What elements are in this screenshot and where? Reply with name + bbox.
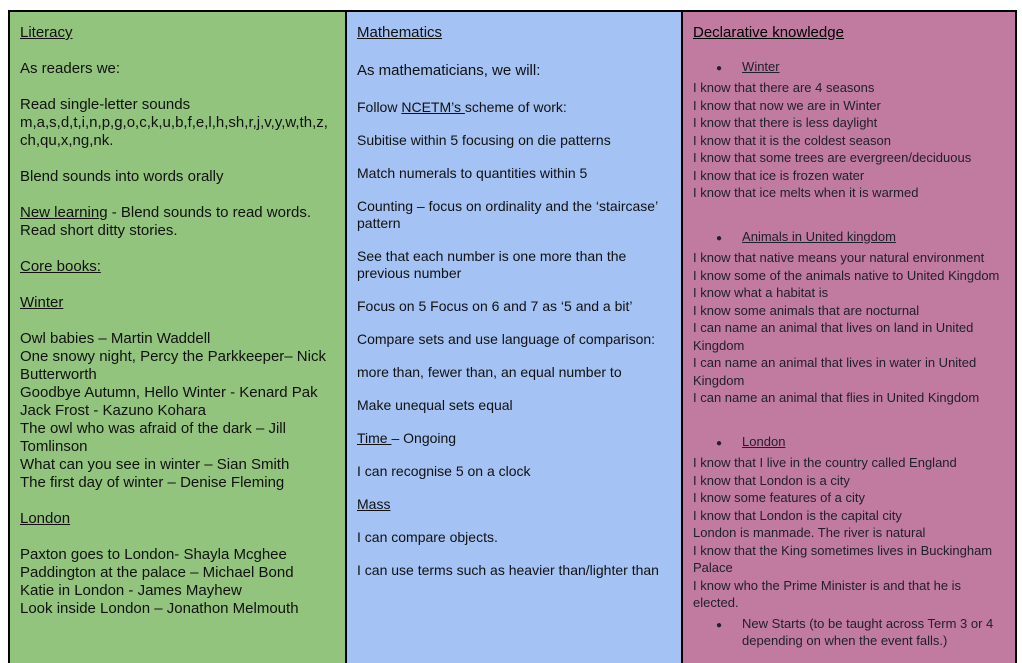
follow-scheme-paragraph: [357, 99, 676, 116]
math-objective: Counting – focus on ordinality and the ‘staircase’ pattern: [357, 198, 658, 231]
section-gap: [693, 202, 1007, 220]
knowledge-line: I can name an animal that lives in water in United Kingdom: [693, 355, 977, 388]
bullet-icon: ●: [716, 232, 723, 244]
knowledge-line: I know that London is a city: [693, 472, 850, 488]
readers-intro: As readers we:: [20, 60, 121, 77]
curriculum-table: [8, 10, 1017, 663]
knowledge-line: I know some features of a city: [693, 490, 865, 505]
mass-objectives: [357, 529, 676, 579]
knowledge-line: I know that I live in the country called England: [693, 455, 957, 470]
book-line: One snowy night, Percy the Parkkeeper– Nick Butterworth: [20, 348, 326, 383]
bullet-icon: ●: [716, 62, 723, 74]
follow-suffix: scheme of work:: [464, 99, 567, 115]
sounds-paragraph: [20, 96, 331, 150]
knowledge-line: I know that the King sometimes lives in Buckingham Palace: [693, 542, 993, 575]
new-learning-label: New learning: [20, 204, 108, 221]
knowledge-line: I know what a habitat is: [693, 285, 829, 300]
knowledge-line: I know that ice is frozen water: [693, 167, 865, 183]
sounds-line: Read single-letter sounds: [20, 96, 191, 113]
knowledge-section-heading: [693, 433, 1007, 453]
math-objective: Match numerals to quantities within 5: [357, 165, 588, 181]
knowledge-line: I know that there is less daylight: [693, 115, 878, 130]
sounds-letters: m,a,s,d,t,i,n,p,g,o,c,k,u,b,f,e,l,h,sh,r,j,v,y,w,th,z,ch,qu,x,ng,nk.: [20, 114, 328, 149]
mass-heading: Mass: [357, 496, 391, 512]
math-objective: I can use terms such as heavier than/lighter than: [357, 562, 659, 578]
mathematics-column: [345, 12, 683, 663]
declarative-column: [683, 12, 1015, 663]
london-book-list: [20, 546, 331, 618]
new-learning-text: - Blend sounds to read words. Read short ditty stories.: [20, 204, 311, 239]
book-line: The first day of winter – Denise Fleming: [20, 474, 285, 491]
core-books-heading: Core books:: [20, 258, 101, 275]
declarative-title: Declarative knowledge: [693, 24, 844, 41]
math-objective: Focus on 5 Focus on 6 and 7 as ‘5 and a bit’: [357, 298, 633, 314]
knowledge-sections: [693, 58, 1007, 612]
winter-books-heading: Winter: [20, 294, 64, 311]
new-starts-bullet: [693, 615, 1007, 650]
winter-book-list: [20, 330, 331, 492]
book-line: Owl babies – Martin Waddell: [20, 330, 211, 347]
section-heading-text: London: [742, 433, 786, 449]
literacy-title: Literacy: [20, 24, 73, 41]
knowledge-section-heading: [693, 58, 1007, 78]
knowledge-line: I know that it is the coldest season: [693, 132, 891, 148]
bullet-icon: ●: [716, 437, 723, 449]
math-objective: See that each number is one more than the previous number: [357, 248, 627, 281]
book-line: Goodbye Autumn, Hello Winter - Kenard Pak: [20, 384, 318, 401]
time-text: – Ongoing: [391, 430, 457, 446]
book-line: Paxton goes to London- Shayla Mcghee: [20, 546, 287, 563]
knowledge-line: I know that native means your natural environment: [693, 250, 985, 265]
book-line: The owl who was afraid of the dark – Jill Tomlinson: [20, 420, 286, 455]
section-gap: [693, 407, 1007, 425]
mathematics-title: Mathematics: [357, 24, 443, 41]
knowledge-line: I know some animals that are nocturnal: [693, 302, 920, 318]
book-line: What can you see in winter – Sian Smith: [20, 456, 290, 473]
knowledge-line: I know that London is the capital city: [693, 507, 902, 523]
knowledge-line: I can name an animal that lives on land in United Kingdom: [693, 320, 974, 353]
knowledge-line: I know that there are 4 seasons: [693, 80, 875, 95]
math-objective: Compare sets and use language of comparison:: [357, 331, 656, 347]
book-line: Paddington at the palace – Michael Bond: [20, 564, 294, 581]
clock-objective: I can recognise 5 on a clock: [357, 463, 531, 479]
follow-prefix: Follow: [357, 99, 402, 115]
section-heading-text: Winter: [742, 58, 780, 74]
knowledge-line: London is manmade. The river is natural: [693, 525, 926, 540]
blend-paragraph: Blend sounds into words orally: [20, 168, 224, 185]
knowledge-line: I can name an animal that flies in United Kingdom: [693, 390, 980, 405]
knowledge-section-heading: [693, 228, 1007, 248]
section-heading-text: Animals in United kingdom: [742, 228, 896, 244]
new-learning-paragraph: [20, 204, 331, 240]
math-objective: Subitise within 5 focusing on die patterns: [357, 132, 611, 148]
math-objectives: [357, 132, 676, 414]
math-objective: more than, fewer than, an equal number to: [357, 364, 622, 380]
knowledge-line: I know that ice melts when it is warmed: [693, 185, 919, 200]
bullet-icon: ●: [716, 619, 723, 631]
ncetm-link: NCETM’s: [401, 99, 465, 115]
knowledge-line: I know that now we are in Winter: [693, 97, 881, 113]
mathematicians-intro: As mathematicians, we will:: [357, 62, 541, 79]
new-starts-text: New Starts (to be taught across Term 3 or 4 depending on when the event falls.): [742, 615, 994, 648]
knowledge-line: I know some of the animals native to United Kingdom: [693, 267, 1000, 283]
math-objective: Make unequal sets equal: [357, 397, 513, 413]
time-paragraph: [357, 430, 676, 447]
book-line: Jack Frost - Kazuno Kohara: [20, 402, 206, 419]
knowledge-line: I know who the Prime Minister is and that he is elected.: [693, 577, 962, 610]
math-objective: I can compare objects.: [357, 529, 498, 545]
book-line: Katie in London - James Mayhew: [20, 582, 242, 599]
time-label: Time: [357, 430, 392, 446]
knowledge-line: I know that some trees are evergreen/deciduous: [693, 150, 972, 165]
book-line: Look inside London – Jonathon Melmouth: [20, 600, 299, 617]
london-books-heading: London: [20, 510, 71, 527]
literacy-column: [10, 12, 345, 663]
